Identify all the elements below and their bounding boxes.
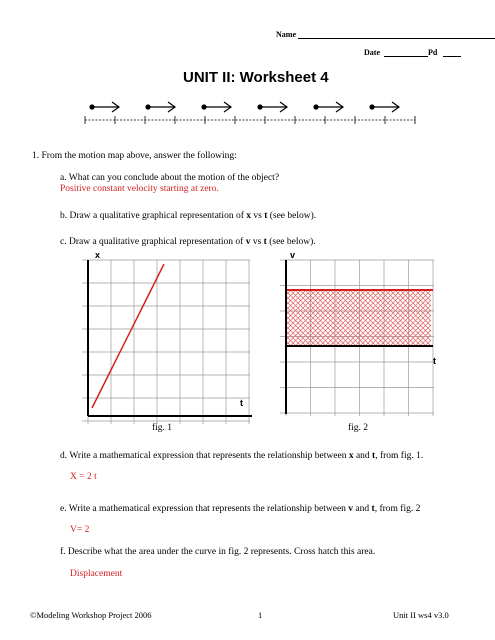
q1e-question: e. Write a mathematical expression that represents the relationship between v and t, from fig. 2	[60, 504, 421, 514]
motion-map	[80, 98, 420, 128]
date-line[interactable]	[384, 56, 428, 57]
motion-map-dot	[313, 104, 318, 109]
motion-map-dot	[145, 104, 150, 109]
footer-page-number: 1	[258, 610, 263, 620]
date-label: Date	[364, 48, 380, 57]
q1d-question: d. Write a mathematical expression that represents the relationship between x and t, from fig. 1.	[60, 451, 424, 461]
q1f-question: f. Describe what the area under the curve in fig. 2 represents. Cross hatch this area.	[60, 547, 376, 557]
q1a-answer: Positive constant velocity starting at zero.	[60, 184, 219, 194]
fig1-y-label: x	[95, 250, 101, 260]
motion-map-dot	[89, 104, 94, 109]
name-line[interactable]	[298, 38, 495, 39]
q1e-answer: V= 2	[70, 525, 90, 535]
motion-map-dot	[201, 104, 206, 109]
q1d-answer: X = 2 t	[70, 472, 97, 482]
q1f-answer: Displacement	[70, 569, 123, 579]
fig2-caption: fig. 2	[348, 423, 369, 433]
pd-line[interactable]	[443, 56, 461, 57]
footer-unit: Unit II ws4 v3.0	[393, 610, 449, 620]
q1a-question: a. What can you conclude about the motion of the object?	[60, 173, 280, 183]
pd-label: Pd	[428, 48, 438, 57]
q1c-question: c. Draw a qualitative graphical representation of v vs t (see below).	[60, 237, 316, 247]
fig1-x-label: t	[240, 398, 243, 408]
fig2-graph	[278, 258, 438, 418]
fig2-y-label: v	[290, 250, 296, 260]
footer-copyright: ©Modeling Workshop Project 2006	[30, 610, 152, 620]
motion-map-dot	[257, 104, 262, 109]
motion-map-dot	[369, 104, 374, 109]
fig1-graph	[82, 258, 262, 426]
page-title: UNIT II: Worksheet 4	[183, 69, 329, 86]
q1b-question: b. Draw a qualitative graphical representation of x vs t (see below).	[60, 211, 317, 221]
fig2-hatched-area	[287, 290, 431, 346]
q1-prompt: 1. From the motion map above, answer the following:	[32, 151, 237, 161]
fig2-x-label: t	[433, 356, 436, 366]
name-label: Name	[276, 30, 296, 39]
fig1-line	[92, 264, 164, 408]
fig1-caption: fig. 1	[152, 423, 173, 433]
